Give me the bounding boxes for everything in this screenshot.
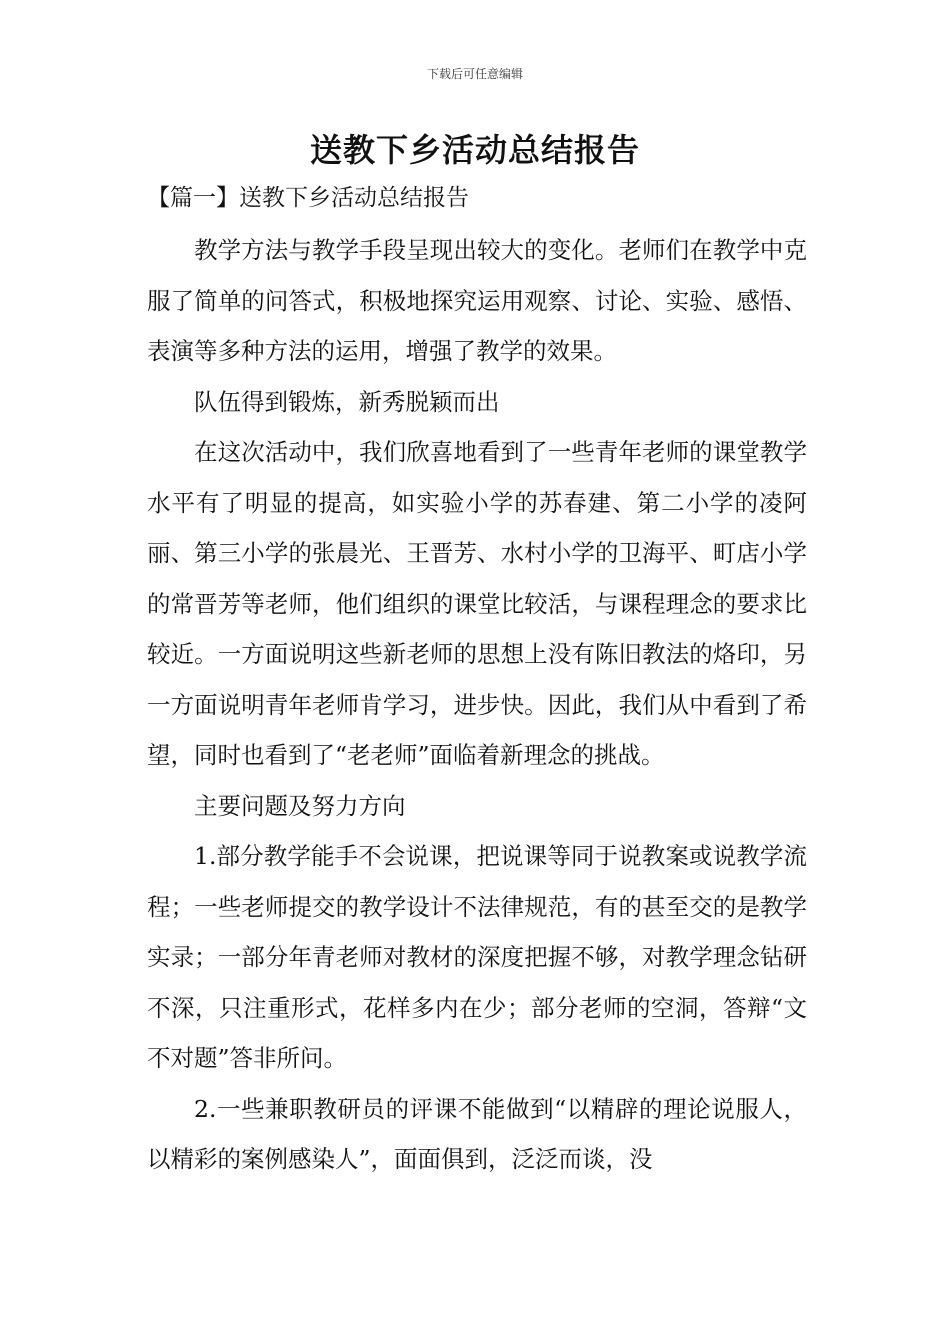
paragraph-teaching-methods: 教学方法与教学手段呈现出较大的变化。老师们在教学中克服了简单的问答式，积极地探究运用观察、讨论、实验、感悟、表演等多种方法的运用，增强了教学的效果。 [147, 236, 807, 365]
paragraph-problem-1: 1.部分教学能手不会说课，把说课等同于说教案或说教学流程；一些老师提交的教学设计不法律规范，有的甚至交的是教学实录；一部分年青老师对教材的深度把握不够，对教学理念钻研不深，只注重形式，花样多内在少；部分老师的空洞，答辩“文不对题”答非所问。 [147, 842, 807, 1072]
paragraph-young-teachers: 在这次活动中，我们欣喜地看到了一些青年老师的课堂教学水平有了明显的提高，如实验小学的苏春建、第二小学的凌阿丽、第三小学的张晨光、王晋芳、水村小学的卫海平、町店小学的常晋芳等老师，他们组织的课堂比较活，与课程理念的要求比较近。一方面说明这些新老师的思想上没有陈旧教法的烙印，另一方面说明青年老师肯学习，进步快。因此，我们从中看到了希望，同时也看到了“老老师”面临着新理念的挑战。 [147, 438, 807, 769]
section-heading: 【篇一】送教下乡活动总结报告 [147, 185, 469, 211]
header-note: 下载后可任意编辑 [426, 67, 523, 81]
paragraph-team-heading: 队伍得到锻炼，新秀脱颖而出 [194, 387, 500, 416]
paragraph-problems-heading: 主要问题及努力方向 [194, 791, 406, 820]
document-body [147, 225, 807, 1185]
document-title: 送教下乡活动总结报告 [309, 131, 640, 169]
paragraph-problem-2: 2.一些兼职教研员的评课不能做到“以精辟的理论说服人，以精彩的案例感染人”，面面俱到，泛泛而谈，没 [147, 1094, 807, 1173]
